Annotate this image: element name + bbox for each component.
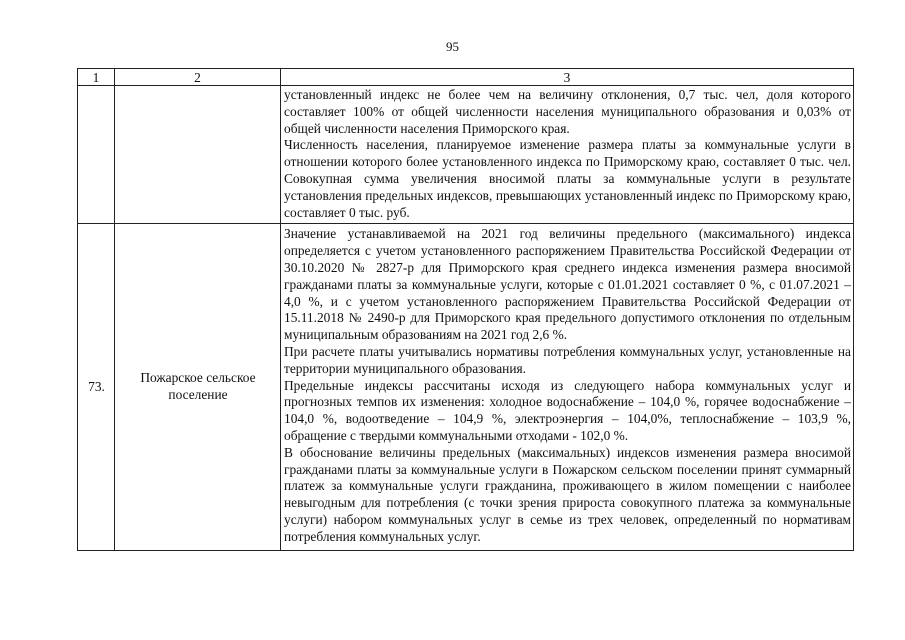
paragraph: При расчете платы учитывались нормативы потребления коммунальных услуг, установленные на территории муниципального образования. — [284, 343, 851, 376]
page-number: 95 — [446, 39, 459, 54]
row-description — [281, 86, 854, 224]
table-row — [78, 86, 854, 224]
row-description — [281, 224, 854, 550]
paragraph: Значение устанавливаемой на 2021 год величины предельного (максимального) индекса определяется с учетом установленного распоряжением Правительства Российской Федерации от 30.10.2020 № 2827-р для Приморского края среднего индекса изменения размера вносимой гражданами платы за коммунальные услуги, которые с 01.01.2021 составляет 0 %, с 01.07.2021 – 4,0 %, и с учетом установленного распоряжением Правительства Российской Федерации от 15.11.2018 № 2490-р для Приморского края предельного допустимого отклонения по отдельным муниципальным образованиям на 2021 год 2,6 %. — [284, 226, 851, 343]
municipality-name: Пожарское сельское поселение — [115, 224, 281, 550]
header-col-2: 2 — [115, 69, 281, 86]
paragraph: В обоснование величины предельных (максимальных) индексов изменения размера вносимой гражданами платы за коммунальные услуги в Пожарском сельском поселении принят суммарный платеж за коммунальные услуги гражданина, проживающего в жилом помещении с наиболее невыгодным для потребления (с точки зрения прироста совокупного платежа за коммунальные услуги) набором коммунальных услуг в семье из трех человек, определенный по нормативам потребления коммунальных услуг. — [284, 444, 851, 544]
document-table — [77, 68, 854, 551]
header-col-1: 1 — [78, 69, 115, 86]
table-header-row — [78, 69, 854, 86]
table-row — [78, 224, 854, 550]
header-col-3: 3 — [281, 69, 854, 86]
row-number: 73. — [78, 224, 115, 550]
municipality-name — [115, 86, 281, 224]
paragraph: Предельные индексы рассчитаны исходя из следующего набора коммунальных услуг и прогнозных темпов их изменения: холодное водоснабжение – 104,0 %, горячее водоснабжение – 104,0 %, водоотведение – 104,9 %, электроэнергия – 104,0%, теплоснабжение – 103,9 %, обращение с твердыми коммунальными отходами - 102,0 %. — [284, 377, 851, 443]
paragraph: установленный индекс не более чем на величину отклонения, 0,7 тыс. чел, доля которого составляет 100% от общей численности населения муниципального образования и 0,03% от общей численности населения Приморского края. — [284, 87, 851, 136]
row-number — [78, 86, 115, 224]
paragraph: Численность населения, планируемое изменение размера платы за коммунальные услуги в отношении которого более установленного индекса по Приморскому краю, составляет 0 тыс. чел. Совокупная сумма увеличения вносимой платы за коммунальные услуги в результате установления предельных индексов, превышающих установленный индекс по Приморскому краю, составляет 0 тыс. руб. — [284, 137, 851, 220]
